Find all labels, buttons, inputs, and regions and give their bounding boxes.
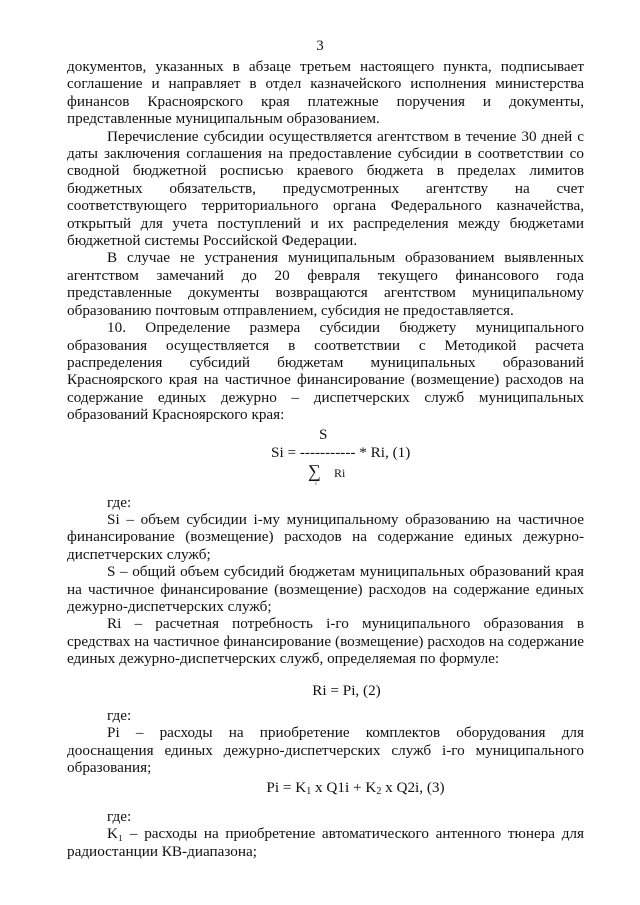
formula-3-k2-subscript: 2 <box>376 785 382 797</box>
paragraph-continuation: документов, указанных в абзаце третьем настоящего пункта, подписывает соглашение и направляет в отдел казначейского исполнения министерства финансов Красноярского края платежные поручения и документы, представленные муниципальным образованием. <box>67 58 584 128</box>
formula-3 <box>67 779 584 800</box>
formula-3-mid: x Q1i + K <box>311 778 377 796</box>
formula-1-main: Si = ----------- * Ri, (1) <box>271 443 411 461</box>
where-label-1: где: <box>107 493 132 511</box>
paragraph-return: В случае не устранения муниципальным образованием выявленных агентством замечаний до 20 февраля текущего финансового года представленные документы возвращаются агентством муниципальному образованию почтовым отправлением, субсидия не предоставляется. <box>67 249 584 319</box>
formula-1-numerator: S <box>319 425 328 443</box>
formula-3-rhs: x Q2i, (3) <box>381 778 445 796</box>
document-body <box>67 58 584 860</box>
formula-1-denominator: Ri <box>334 465 346 480</box>
where-label-2: где: <box>107 707 132 724</box>
paragraph-item-10: 10. Определение размера субсидии бюджету муниципального образования осуществляется в соответствии с Методикой расчета распределения субсидий бюджетам муниципальных образований Красноярского края на частичное финансирование (возмещение) расходов на содержание единых дежурно – диспетчерских служб муниципальных образований Красноярского края: <box>67 319 584 424</box>
sum-index: i <box>315 478 317 487</box>
paragraph-transfer: Перечисление субсидии осуществляется агентством в течение 30 дней с даты заключения соглашения на предоставление субсидии в соответствии со сводной бюджетной росписью краевого бюджета в пределах лимитов бюджетных обязательств, предусмотренных агентству на счет соответствующего территориального органа Федерального казначейства, открытый для учета поступлений и их распределения между бюджетами бюджетной системы Российской Федерации. <box>67 127 584 250</box>
formula-2: Ri = Pi, (2) <box>312 681 381 699</box>
formula-1 <box>67 426 584 490</box>
definition-pi: Pi – расходы на приобретение комплектов оборудования для дооснащения единых дежурно-диспетчерских служб i-го муниципального образования; <box>67 724 584 777</box>
formula-3-k1-subscript: 1 <box>306 785 312 797</box>
definition-s: S – общий объем субсидий бюджетам муниципальных образований края на частичное финансирование (возмещение) расходов на содержание единых дежурно-диспетчерских служб; <box>67 563 584 615</box>
sum-symbol: ∑ <box>308 460 321 481</box>
definition-ri: Ri – расчетная потребность i-го муниципального образования в средствах на частичное финансирование (возмещение) расходов на содержание единых дежурно-диспетчерских служб, определяемая по формуле: <box>67 615 584 668</box>
formula-3-lhs: Pi = K <box>266 778 307 796</box>
definition-si: Si – объем субсидии i-му муниципальному образованию на частичное финансирование (возмещение) расходов на содержание единых дежурно-диспетчерских служб; <box>67 510 584 563</box>
page-number: 3 <box>316 38 324 54</box>
where-label-3: где: <box>107 808 132 826</box>
definition-k1: K₁ – расходы на приобретение автоматического антенного тюнера для радиостанции КВ-диапазона; <box>67 825 584 860</box>
